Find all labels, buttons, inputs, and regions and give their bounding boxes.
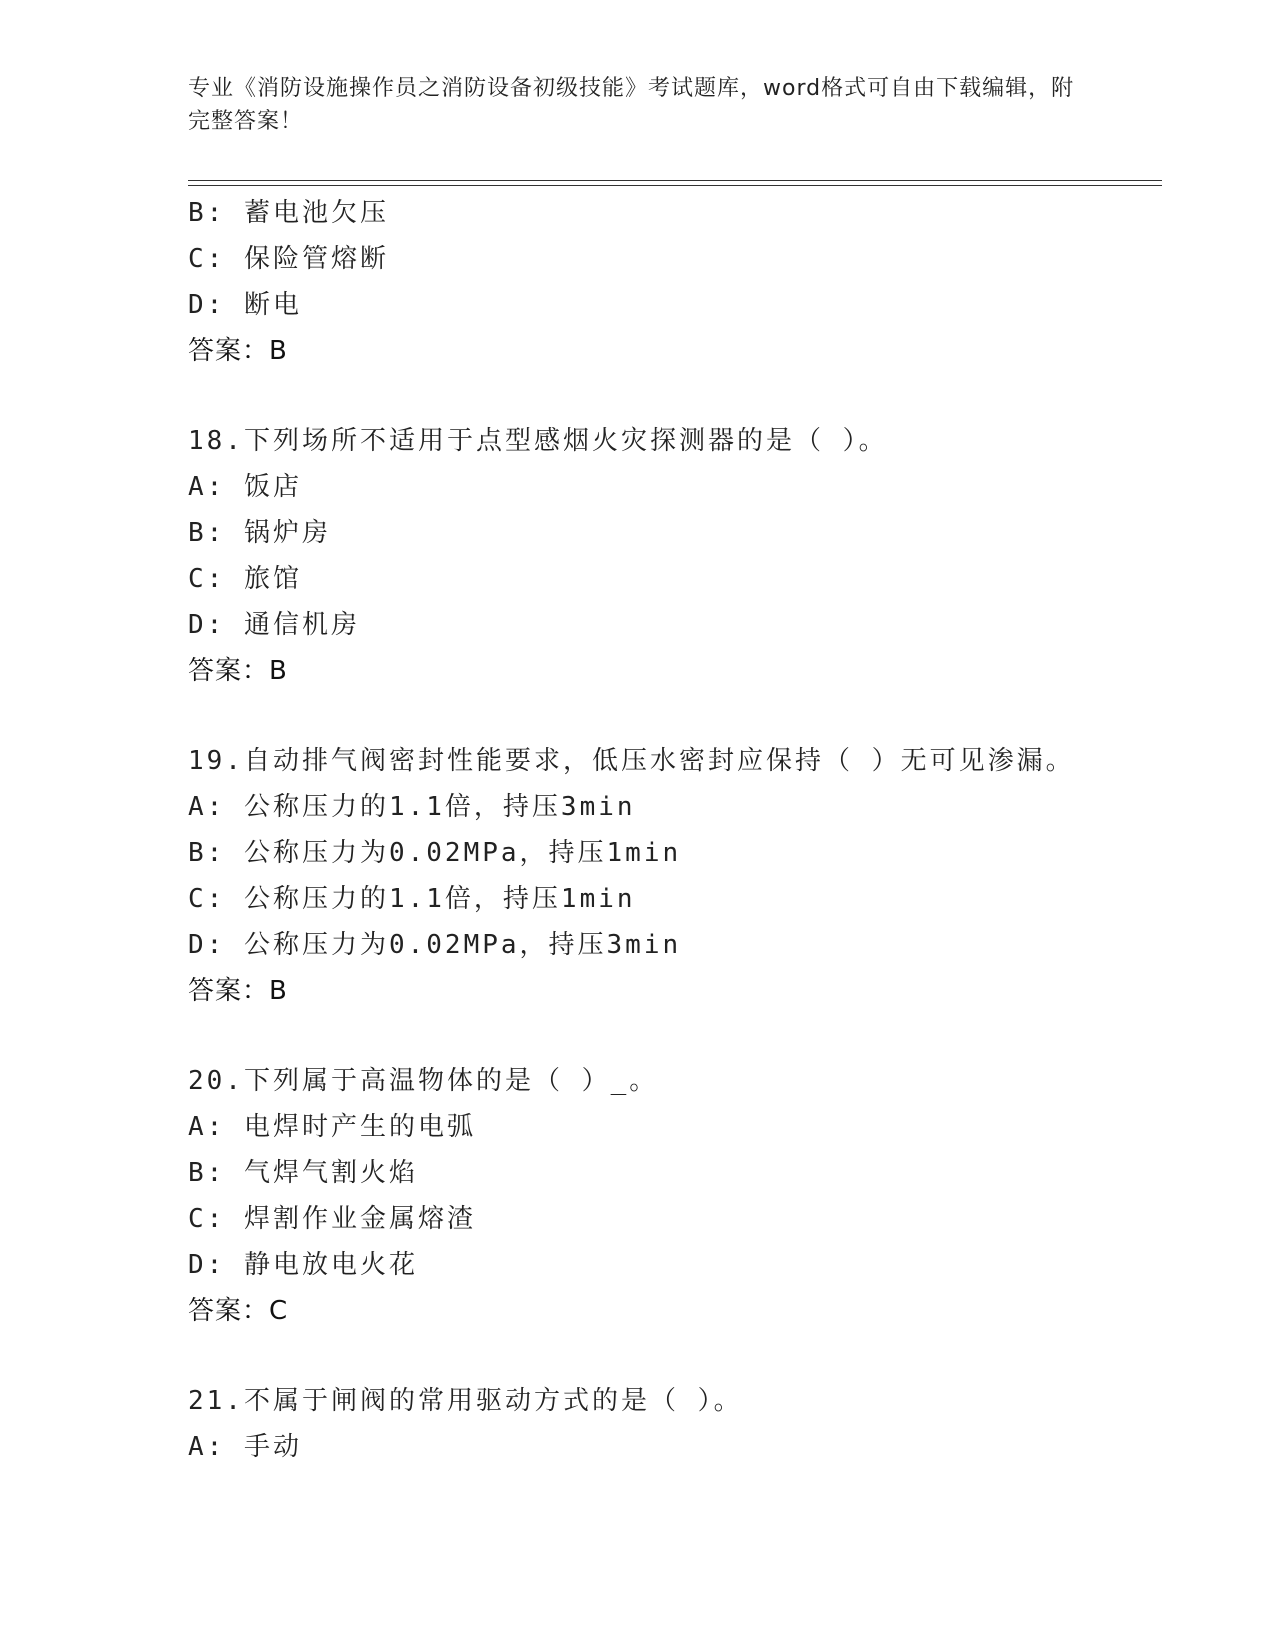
option-d: D: 断电 — [188, 290, 302, 320]
answer-line: 答案：B — [188, 976, 288, 1006]
option-b: B: 气焊气割火焰 — [188, 1158, 418, 1188]
question-text: 21.不属于闸阀的常用驱动方式的是（ ）。 — [188, 1386, 743, 1416]
option-d: D: 通信机房 — [188, 610, 360, 640]
question-text: 19.自动排气阀密封性能要求，低压水密封应保持（ ）无可见渗漏。 — [188, 746, 1075, 776]
question-list — [188, 190, 1168, 1470]
option-c: C: 焊割作业金属熔渣 — [188, 1204, 476, 1234]
option-a: A: 公称压力的1.1倍，持压3min — [188, 792, 636, 822]
option-b: B: 蓄电池欠压 — [188, 198, 389, 228]
option-c: C: 保险管熔断 — [188, 244, 389, 274]
option-a: A: 饭店 — [188, 472, 302, 502]
header-divider-bottom — [188, 185, 1162, 186]
answer-line: 答案：B — [188, 336, 288, 366]
option-a: A: 手动 — [188, 1432, 302, 1462]
question-text: 18.下列场所不适用于点型感烟火灾探测器的是（ ）。 — [188, 426, 888, 456]
question-block-21 — [188, 1378, 1168, 1470]
document-header: 专业《消防设施操作员之消防设备初级技能》考试题库，word格式可自由下载编辑，附完整答案！ — [188, 76, 1075, 134]
question-block-17 — [188, 190, 1168, 374]
answer-line: 答案：C — [188, 1296, 289, 1326]
option-d: D: 静电放电火花 — [188, 1250, 418, 1280]
question-block-19 — [188, 738, 1168, 1014]
option-b: B: 锅炉房 — [188, 518, 331, 548]
option-c: C: 旅馆 — [188, 564, 302, 594]
option-c: C: 公称压力的1.1倍，持压1min — [188, 884, 636, 914]
option-b: B: 公称压力为0.02MPa，持压1min — [188, 838, 682, 868]
option-a: A: 电焊时产生的电弧 — [188, 1112, 476, 1142]
answer-line: 答案：B — [188, 656, 288, 686]
option-d: D: 公称压力为0.02MPa，持压3min — [188, 930, 682, 960]
header-divider-top — [188, 180, 1162, 181]
question-block-20 — [188, 1058, 1168, 1334]
question-text: 20.下列属于高温物体的是（ ）_。 — [188, 1066, 659, 1096]
question-block-18 — [188, 418, 1168, 694]
